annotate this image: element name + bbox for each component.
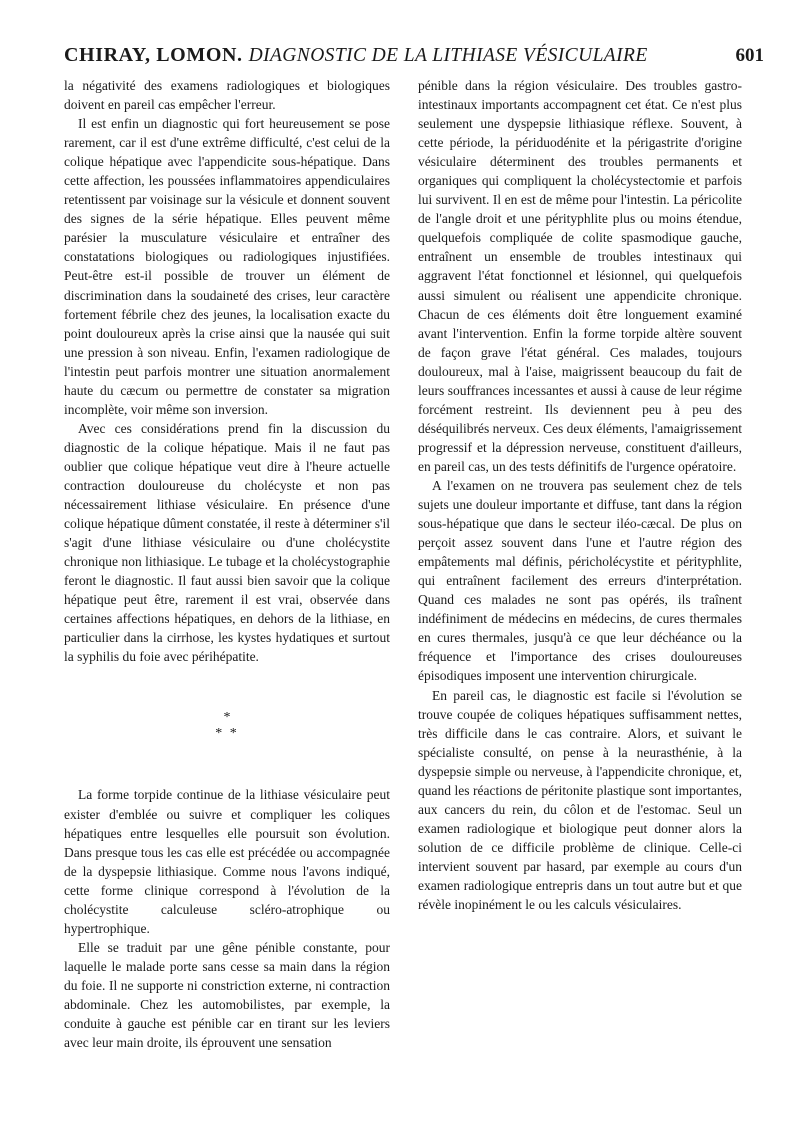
header-authors: CHIRAY, LOMON. — [64, 44, 243, 66]
paragraph: A l'examen on ne trouvera pas seulement chez de tels sujets une douleur importante et diffuse, tant dans la région sous-hépatique que dans le secteur iléo-cæcal. De plus on perçoit assez souvent dans l'une et l'autre région des empâtements mal définis, péricholécystite et pérityphlite, qui entraînent facilement des erreurs d'interprétation. Quand ces malades ne sont pas opérés, ils traînent indéfiniment de médecins en médecins, de cures thermales en cures thermales, jusqu'à ce que leur déchéance ou la fréquence et l'importance des crises douloureuses épisodiques imposent une intervention chirurgicale. — [418, 477, 742, 684]
paragraph: Elle se traduit par une gêne pénible constante, pour laquelle le malade porte sans cesse sa main dans la région du foie. Il ne supporte ni constriction externe, ni contraction abdominale. Chez les automobilistes, par exemple, la conduite à gauche est pénible car en tirant sur les leviers avec leur main droite, ils éprouvent une sensation — [64, 939, 390, 1051]
paragraph: Il est enfin un diagnostic qui fort heureusement se pose rarement, car il est d'une extrême difficulté, c'est celui de la colique hépatique avec l'appendicite sous-hépatique. Dans cette affection, les poussées inflammatoires appendiculaires retentissent par voisinage sur la vésicule et donnent souvent des signes de la série hépatique. Elles peuvent même parésier la musculature vésiculaire et entraîner des constatations biologiques ou radiologiques injustifiées. Peut-être est-il possible de trouver un élément de discrimination dans la soudaineté des crises, leur caractère fortement fébrile chez des jeunes, la localisation exacte du point douloureux après la crise ainsi que la nausée qui suit une pression à son niveau. Enfin, l'examen radiologique de l'intestin peut parfois montrer une situation anormalement haute du cæcum ou permettre de constater sa migration incomplète, voir même son inversion. — [64, 116, 390, 417]
separator-stars-bottom: * * — [215, 726, 239, 742]
left-column — [64, 76, 390, 1052]
paragraph: la négativité des examens radiologiques et biologiques doivent en pareil cas empêcher l'erreur. — [64, 78, 390, 113]
section-separator — [64, 710, 390, 742]
paragraph: La forme torpide continue de la lithiase vésiculaire peut exister d'emblée ou suivre et compliquer les coliques hépatiques entre lesquelles elle poursuit son évolution. Dans presque tous les cas elle est précédée ou accompagnée de la dyspepsie lithiasique. Comme nous l'avons indiqué, cette forme clinique correspond à l'évolution de la cholécystite calculeuse scléro-atrophique ou hypertrophique. — [64, 787, 390, 936]
paragraph: Avec ces considérations prend fin la discussion du diagnostic de la colique hépatique. Mais il ne faut pas oublier que colique hépatique veut dire à l'heure actuelle contraction douloureuse du cholécyste et non pas nécessairement lithiase vésiculaire. En présence d'une colique hépatique dûment constatée, il reste à déterminer s'il s'agit d'une lithiase vésiculaire ou d'une cholécystite chronique non lithiasique. Le tubage et la cholécystographie feront le diagnostic. Il faut aussi bien savoir que la colique hépatique peut être, rarement il est vrai, observée dans certaines affections hépatiques, en dehors de la lithiase, en particulier dans la cirrhose, les kystes hydatiques et surtout la syphilis du foie avec périhépatite. — [64, 420, 390, 665]
running-header — [64, 44, 764, 70]
separator-star-top: * — [223, 710, 231, 726]
header-title: DIAGNOSTIC DE LA LITHIASE VÉSICULAIRE — [248, 45, 648, 66]
right-column — [418, 76, 742, 914]
page-number: 601 — [735, 45, 764, 66]
paragraph: En pareil cas, le diagnostic est facile si l'évolution se trouve coupée de coliques hépatiques suffisamment nettes, très difficile dans le cas contraire. Alors, et suivant le spécialiste consulté, on pense à la neurasthénie, à la dyspepsie simple ou nerveuse, à l'appendicite chronique, et, quand les réactions de péritonite plastique sont importantes, aux cancers du rein, du côlon et de l'estomac. Seul un examen radiologique et biologique peut donner alors la solution de ce difficile problème de clinique. Celle-ci intervient souvent par hasard, par exemple au cours d'un examen radiologique entrepris dans un tout autre but et que révèle inopinément le ou les calculs vésiculaires. — [418, 687, 742, 913]
paragraph: pénible dans la région vésiculaire. Des troubles gastro-intestinaux importants accompagnent cet état. Ce n'est plus seulement une dyspepsie lithiasique réflexe. Souvent, à cette période, la périduodénite et la périgastrite d'origine vésiculaire déterminent des troubles permanents et organiques qui compliquent la cholécystectomie et parfois lui survivent. Il en est de même pour l'intestin. La péricolite de l'angle droit et une pérityphlite plus ou moins étendue, quelquefois compliquée de colite spasmodique gauche, entraînent un ensemble de troubles intestinaux qui aggravent l'état fonctionnel et lésionnel, qui quelquefois aussi simulent ou réalisent une appendicite chronique. Chacun de ces éléments doit être longuement examiné avant l'intervention. Enfin la forme torpide altère souvent de façon grave l'état général. Ces malades, toujours douloureux, mal à l'aise, maigrissent beaucoup du fait de leurs souffrances incessantes et aussi à cause de leur régime forcément restreint. Ils deviennent peu à peu des déséquilibrés nerveux. Ces deux éléments, l'amaigrissement progressif et la dépression nerveuse, constituent d'ailleurs, en pareil cas, un des tests définitifs de l'urgence opératoire. — [418, 78, 742, 474]
